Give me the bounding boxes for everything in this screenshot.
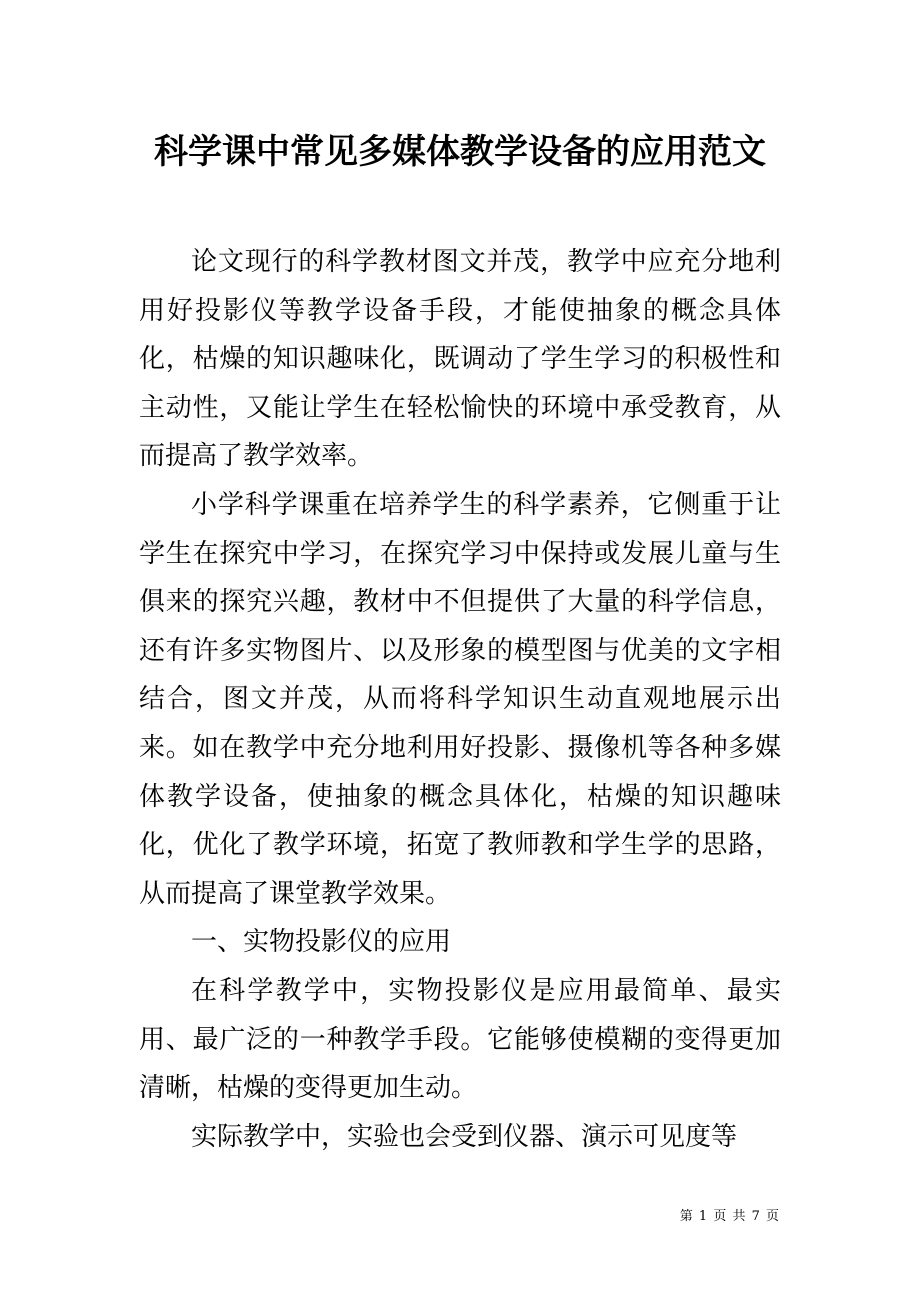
paragraph-1: 论文现行的科学教材图文并茂，教学中应充分地利用好投影仪等教学设备手段，才能使抽象的概念具体化，枯燥的知识趣味化，既调动了学生学习的积极性和主动性，又能让学生在轻松愉快的环境中承受教育，从而提高了教学效率。 <box>139 247 781 472</box>
page-number-footer: 第 1 页 共 7 页 <box>679 1209 780 1224</box>
document-body <box>139 238 781 1161</box>
paragraph-3: 在科学教学中，实物投影仪是应用最简单、最实用、最广泛的一种教学手段。它能够使模糊的变得更加清晰，枯燥的变得更加生动。 <box>139 975 781 1104</box>
paragraph-4: 实际教学中，实验也会受到仪器、演示可见度等 <box>191 1121 738 1152</box>
section-heading-1: 一、实物投影仪的应用 <box>191 927 452 958</box>
paragraph-2: 小学科学课重在培养学生的科学素养，它侧重于让学生在探究中学习，在探究学习中保持或发展儿童与生俱来的探究兴趣，教材中不但提供了大量的科学信息，还有许多实物图片、以及形象的模型图与优美的文字相结合，图文并茂，从而将科学知识生动直观地展示出来。如在教学中充分地利用好投影、摄像机等各种多媒体教学设备，使抽象的概念具体化，枯燥的知识趣味化，优化了教学环境，拓宽了教师教和学生学的思路，从而提高了课堂教学效果。 <box>139 489 781 909</box>
document-title: 科学课中常见多媒体教学设备的应用范文 <box>154 132 766 172</box>
